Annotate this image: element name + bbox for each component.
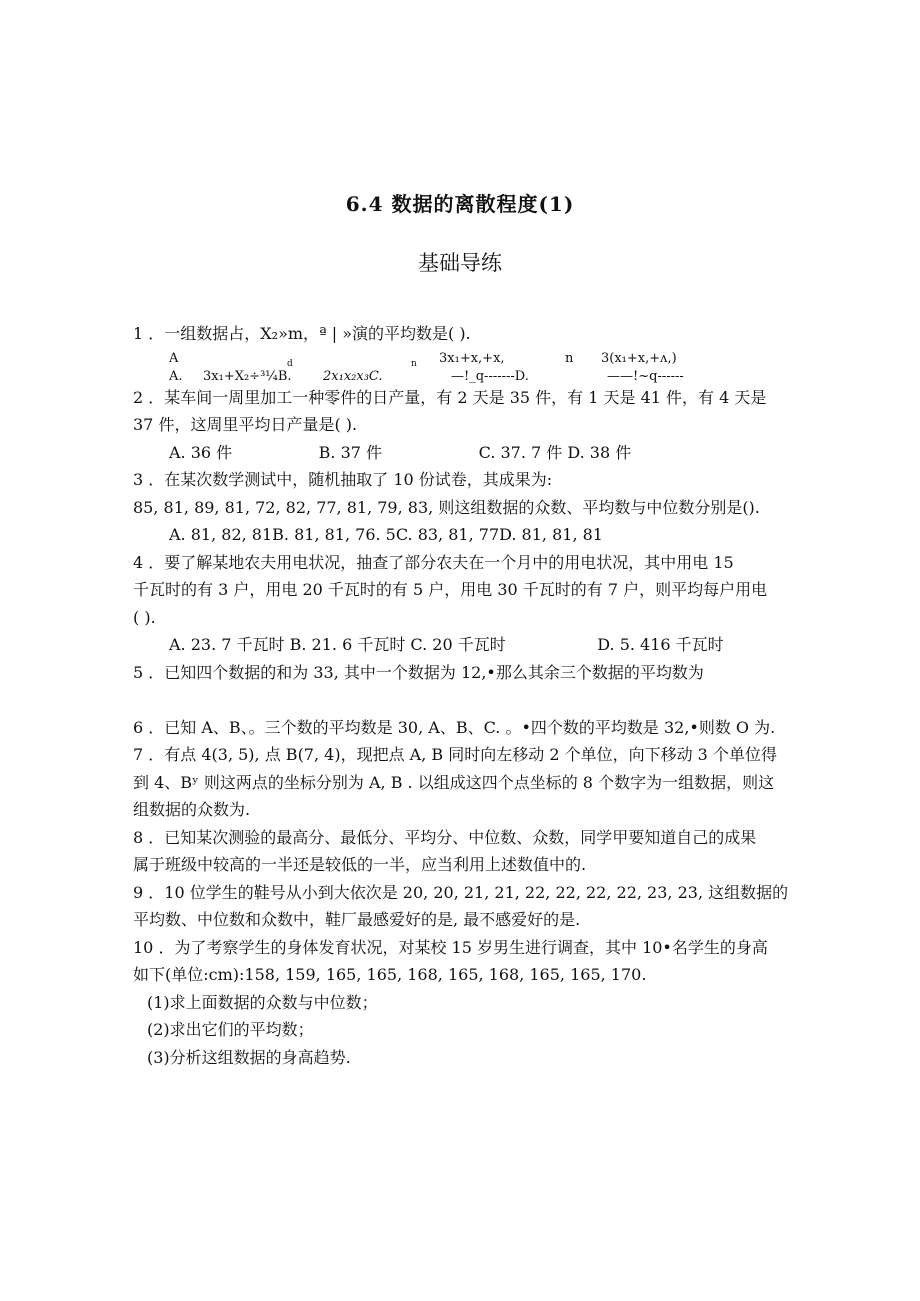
question-10-sub-3: (3)分析这组数据的身高趋势.: [147, 1047, 351, 1067]
question-list: [133, 320, 793, 1071]
q1-expr-1: 3x₁+x,+x,: [439, 350, 505, 366]
question-4-line-1: 4 ．要了解某地农夫用电状况，抽查了部分农夫在一个月中的用电状况，其中用电 15: [133, 552, 734, 572]
question-4-options: A. 23. 7 千瓦时 B. 21. 6 千瓦时 C. 20 千瓦时 D. 5. 416 千瓦时: [169, 635, 724, 654]
question-7-line-3: 组数据的众数为.: [133, 800, 251, 819]
question-5-line-1: 5 ．已知四个数据的和为 33, 其中一个数据为 12,•那么其余三个数据的平均数为: [133, 662, 704, 682]
question-9-line-2: 平均数、中位数和众数中，鞋厂最感爱好的是, 最不感爱好的是.: [133, 910, 581, 929]
question-3-line-1: 3 ．在某次数学测试中，随机抽取了 10 份试卷，其成果为:: [133, 470, 553, 489]
question-9-line-1: 9 ．10 位学生的鞋号从小到大依次是 20, 20, 21, 21, 22, 22, 22, 22, 23, 23, 这组数据的: [133, 882, 789, 902]
question-4-line-3: ( ).: [133, 607, 156, 627]
question-6-line-1: 6 ．已知 A、B、。三个数的平均数是 30, A、B、C. 。•四个数的平均数是 32,•则数 O 为.: [133, 717, 776, 737]
question-2-options: A. 36 件 B. 37 件 C. 37. 7 件 D. 38 件: [169, 442, 632, 462]
section-subtitle: 基础导练: [418, 251, 502, 275]
question-10-sub-1: (1)求上面数据的众数与中位数；: [147, 992, 378, 1012]
q1-option-c: —!_q-------D.: [451, 368, 529, 384]
page-title: 6.4 数据的离散程度(1): [345, 192, 575, 216]
q1-option-d: ——!~q------: [607, 368, 684, 384]
question-7-line-1: 7 ．有点 4(3, 5), 点 B(7, 4)，现把点 A, B 同时向左移动 2 个单位，向下移动 3 个单位得: [133, 745, 777, 764]
question-4-line-2: 千瓦时的有 3 户，用电 20 千瓦时的有 5 户，用电 30 千瓦时的有 7 户，则平均每户用电: [133, 580, 768, 599]
question-2-line-1: 2 ．某车间一周里加工一种零件的日产量，有 2 天是 35 件，有 1 天是 41 件，有 4 天是: [133, 387, 767, 407]
question-10-line-1: 10 ．为了考察学生的身体发育状况，对某校 15 岁男生进行调查，其中 10•名学生的身高: [133, 937, 768, 957]
q1-option-a-label: A.: [169, 368, 183, 384]
question-8-line-2: 属于班级中较高的一半还是较低的一半，应当利用上述数值中的.: [133, 855, 587, 874]
question-3-options: A. 81, 82, 81B. 81, 81, 76. 5C. 83, 81, 77D. 81, 81, 81: [169, 525, 603, 544]
question-3-line-2: 85, 81, 89, 81, 72, 82, 77, 81, 79, 83, 则这组数据的众数、平均数与中位数分别是().: [133, 497, 760, 517]
question-10-line-2: 如下(单位:cm):158, 159, 165, 165, 168, 165, 168, 165, 165, 170.: [133, 965, 647, 984]
answer-gap: [133, 686, 793, 714]
q1-label-n2: n: [565, 350, 574, 366]
question-8-line-1: 8 ．已知某次测验的最高分、最低分、平均分、中位数、众数，同学甲要知道自己的成果: [133, 827, 757, 847]
q1-label-n1: n: [411, 358, 417, 369]
question-7-line-2: 到 4、Bʸ 则这两点的坐标分别为 A, B . 以组成这四个点坐标的 8 个数字为一组数据，则这: [133, 772, 775, 792]
q1-label-a: A: [169, 350, 179, 366]
q1-label-d: d: [287, 358, 293, 369]
question-10-sub-2: (2)求出它们的平均数；: [147, 1020, 314, 1039]
q1-option-a: 3x₁+X₂÷³¼B.: [203, 368, 292, 384]
q1-option-b: 2x₁x₂x₃C.: [323, 368, 383, 384]
q1-expr-2: 3(x₁+x,+ʌ,): [601, 350, 677, 366]
question-1-options: [133, 345, 793, 383]
question-2-line-2: 37 件，这周里平均日产量是( ).: [133, 415, 358, 434]
question-1-stem: 1 ．一组数据占，X₂»m，ª | »演的平均数是( ).: [133, 324, 471, 343]
